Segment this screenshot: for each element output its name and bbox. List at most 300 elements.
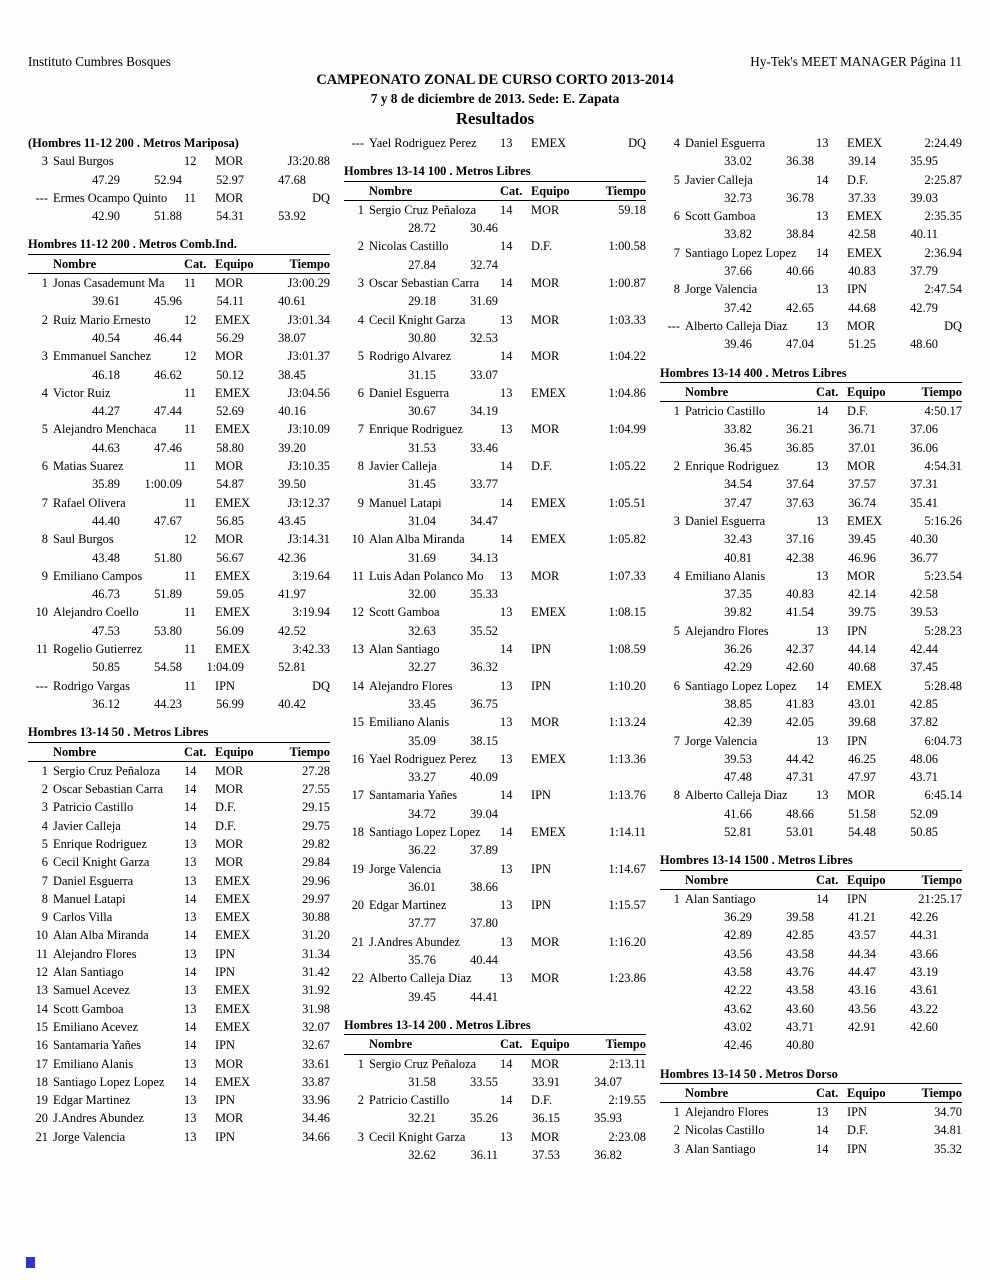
athlete-category: 14 [500,459,513,474]
splits-indent [660,225,690,243]
split-time: 37.79 [910,264,938,279]
final-time: 2:36.94 [924,245,962,260]
final-time: J3:01.37 [287,349,330,364]
splits-indent [660,299,690,317]
final-time: 2:19.55 [608,1093,646,1108]
result-place: 3 [41,800,48,815]
result-place: 21 [351,934,364,949]
split-time: 58.80 [216,440,244,455]
result-place: 12 [351,605,364,620]
results-heading: Resultados [455,109,535,128]
result-place: 18 [351,824,364,839]
athlete-name: Alberto Calleja Diaz [685,318,788,333]
athlete-name: Jorge Valencia [685,733,758,748]
header-equipo: Equipo [215,256,254,271]
splits-row [344,366,646,384]
splits-indent [28,658,58,676]
athlete-name: Alejandro Flores [685,1105,769,1120]
column-header-row [660,870,962,890]
split-time: 36.21 [786,422,814,437]
result-row [28,1055,330,1073]
split-time: 38.84 [786,227,814,242]
athlete-category: 13 [500,861,513,876]
team-code: IPN [847,282,867,297]
splits-row [344,292,646,310]
splits-indent [28,207,58,225]
result-place: 4 [673,136,680,150]
splits-indent [344,292,374,310]
splits-indent [28,366,58,384]
athlete-name: Manuel Latapi [53,891,126,906]
result-row [660,622,962,640]
split-time: 37.82 [910,715,938,730]
split-time: 43.56 [724,946,752,961]
splits-indent [660,640,690,658]
result-row [28,963,330,981]
splits-row [28,585,330,603]
athlete-name: Jorge Valencia [685,282,758,297]
split-time [498,988,560,1006]
team-code: EMEX [215,928,251,943]
result-place: 9 [41,910,48,925]
final-time: 3:19.64 [292,568,330,583]
athlete-name: Patricio Castillo [53,800,134,815]
event-section [28,235,330,713]
athlete-name: Sergio Cruz Peñaloza [53,763,161,778]
splits-row [344,732,646,750]
athlete-category: 14 [500,349,513,364]
result-place: 7 [41,495,48,510]
athlete-category: 14 [500,1056,513,1071]
result-place: 4 [357,312,364,327]
result-place: 15 [351,715,364,730]
splits-indent [660,750,690,768]
result-row [344,677,646,695]
team-code: EMEX [531,824,567,839]
athlete-name: Cecil Knight Garza [369,312,466,327]
athlete-name: Alan Alba Miranda [53,928,149,943]
header-cat: Cat. [184,256,207,271]
team-code: EMEX [215,983,251,998]
header-nombre: Nombre [53,744,97,759]
result-place: 19 [351,861,364,876]
final-time: 1:04.99 [608,422,646,437]
team-code: IPN [531,861,551,876]
final-time: 1:13.24 [608,715,646,730]
splits-row [660,225,962,243]
result-row [28,1018,330,1036]
split-time: 28.72 [408,221,436,236]
split-time: 37.33 [848,190,876,205]
split-time: 43.57 [848,928,876,943]
split-time [560,622,622,640]
split-time: 40.81 [724,550,752,565]
split-time: 33.02 [724,154,752,169]
athlete-name: Emiliano Campos [53,568,143,583]
split-time: 51.25 [848,337,876,352]
team-code: MOR [215,349,244,364]
split-time: 36.85 [786,440,814,455]
split-time [498,366,560,384]
splits-indent [344,1073,374,1091]
result-row [344,786,646,804]
final-time: 1:08.59 [608,642,646,657]
split-time: 32.43 [724,532,752,547]
result-place: 20 [351,898,364,913]
result-place: 16 [35,1038,48,1053]
athlete-name: Matias Suarez [53,459,124,474]
final-time: 1:14.67 [608,861,646,876]
split-time: 47.53 [92,623,120,638]
splits-indent [28,622,58,640]
result-row [28,420,330,438]
split-time: 36.77 [910,550,938,565]
split-time: 54.48 [848,824,876,839]
splits-row [344,914,646,932]
final-time: 34.81 [934,1123,962,1138]
split-time: 40.54 [92,330,120,345]
result-row [344,420,646,438]
result-row [28,311,330,329]
result-place: 8 [673,282,680,297]
result-row [28,1036,330,1054]
athlete-category: 14 [816,404,829,419]
splits-row [28,622,330,640]
athlete-name: Alejandro Flores [685,623,769,638]
split-time: 47.97 [848,770,876,785]
split-time [498,475,560,493]
splits-indent [660,420,690,438]
split-time: 36.01 [408,879,436,894]
athlete-name: Sergio Cruz Peñaloza [369,202,477,217]
split-time [498,695,560,713]
team-code: D.F. [531,459,553,474]
team-code: MOR [531,1129,560,1144]
header-tiempo: Tiempo [921,384,962,399]
final-time: 27.55 [302,782,330,797]
split-time: 44.31 [910,928,938,943]
event-section [344,1016,646,1164]
split-time: 37.42 [724,300,752,315]
split-time: 33.77 [470,477,498,492]
result-row [344,201,646,219]
result-row [344,1128,646,1146]
result-place: 8 [357,459,364,474]
split-time: 40.16 [278,404,306,419]
split-time: 43.60 [786,1001,814,1016]
result-place: 6 [41,459,48,474]
result-place: 10 [35,928,48,943]
athlete-category: 14 [184,818,197,833]
split-time: 34.47 [470,513,498,528]
splits-indent [660,908,690,926]
team-code: IPN [531,788,551,803]
athlete-name: Daniel Esguerra [685,136,766,150]
result-row [344,603,646,621]
split-time [560,878,622,896]
splits-row [660,1036,962,1054]
splits-indent [344,622,374,640]
result-place: 2 [41,782,48,797]
split-time: 31.04 [408,513,436,528]
splits-row [660,963,962,981]
split-time: 29.18 [408,294,436,309]
result-place: 3 [673,513,680,528]
team-code: MOR [847,568,876,583]
meet-date-venue: 7 y 8 de diciembre de 2013. Sede: E. Zapata [370,91,620,106]
athlete-category: 14 [184,1019,197,1034]
athlete-name: Cecil Knight Garza [53,855,150,870]
splits-row [660,713,962,731]
split-time: 43.71 [786,1019,814,1034]
split-time: 31.58 [408,1074,436,1089]
splits-indent [660,768,690,786]
splits-row [660,475,962,493]
split-time [560,768,622,786]
split-time [876,1036,938,1054]
split-time: 36.15 [532,1111,560,1126]
result-place: 10 [35,605,48,620]
final-time: 29.84 [302,855,330,870]
header-nombre: Nombre [369,183,413,198]
athlete-category: 11 [184,459,196,474]
splits-row [344,622,646,640]
split-time: 44.42 [786,751,814,766]
final-time: 6:04.73 [924,733,962,748]
splits-row [660,750,962,768]
athlete-category: 13 [184,873,197,888]
split-time: 39.46 [724,337,752,352]
athlete-category: 14 [816,678,829,693]
result-place: 17 [35,1056,48,1071]
athlete-name: Saul Burgos [53,532,114,547]
result-row [28,640,330,658]
split-time [560,366,622,384]
final-time: 6:45.14 [924,788,962,803]
result-row [28,926,330,944]
split-time: 37.47 [724,495,752,510]
athlete-name: Alberto Calleja Diaz [685,788,788,803]
split-time: 35.26 [470,1111,498,1126]
event-section [660,851,962,1054]
splits-row [344,585,646,603]
split-time [498,585,560,603]
team-code: IPN [847,733,867,748]
split-time: 36.06 [910,440,938,455]
split-time: 52.69 [216,404,244,419]
athlete-category: 13 [816,1105,829,1120]
result-row [28,1109,330,1127]
final-time: 31.42 [302,965,330,980]
results-column [344,134,646,1164]
result-row [28,1128,330,1146]
athlete-name: Patricio Castillo [369,1093,450,1108]
team-code: EMEX [531,532,567,547]
event-section [344,162,646,1006]
splits-indent [28,329,58,347]
split-time: 42.39 [724,715,752,730]
splits-row [660,640,962,658]
splits-indent [344,841,374,859]
results-column [28,134,330,1146]
splits-indent [660,658,690,676]
column-header-row [660,1083,962,1103]
result-row [28,872,330,890]
split-time: 36.32 [470,660,498,675]
final-time: 5:28.23 [924,623,962,638]
event-title: Hombres 13-14 1500 . Metros Libres [660,853,853,868]
split-time: 39.45 [848,532,876,547]
split-time: 33.55 [470,1074,498,1089]
splits-row [344,475,646,493]
result-row [660,171,962,189]
split-time: 40.68 [848,660,876,675]
result-place: 2 [673,1123,680,1138]
splits-row [344,329,646,347]
splits-row [344,951,646,969]
result-row [660,244,962,262]
splits-row [344,1109,646,1127]
institution-name: Instituto Cumbres Bosques [28,54,171,69]
final-time: 1:13.76 [608,788,646,803]
final-time: J3:04.56 [287,385,330,400]
result-place: 9 [357,495,364,510]
split-time [498,841,560,859]
header-nombre: Nombre [685,1085,729,1100]
result-row [28,981,330,999]
team-code: MOR [531,1056,560,1071]
result-place: 16 [351,751,364,766]
split-time: 41.54 [786,605,814,620]
splits-indent [660,945,690,963]
athlete-category: 14 [184,800,197,815]
team-code: EMEX [215,642,251,657]
event-title: Hombres 13-14 50 . Metros Libres [28,725,209,740]
result-place: 1 [41,276,48,291]
split-time: 47.48 [724,770,752,785]
final-time: J3:00.29 [287,276,330,291]
splits-row [660,981,962,999]
result-row [660,317,962,335]
split-time [498,329,560,347]
split-time: 54.11 [216,294,244,309]
team-code: IPN [531,898,551,913]
split-time: 41.83 [786,696,814,711]
splits-indent [344,366,374,384]
page-header [28,52,962,71]
result-row [28,1000,330,1018]
split-time: 37.80 [470,916,498,931]
athlete-name: Nicolas Castillo [369,239,449,254]
header-tiempo: Tiempo [289,256,330,271]
split-time: 47.68 [278,172,306,187]
split-time: 1:00.09 [144,477,182,492]
split-time: 39.20 [278,440,306,455]
split-time: 38.15 [470,733,498,748]
result-place: 5 [673,172,680,187]
splits-row [660,945,962,963]
split-time: 34.07 [594,1074,622,1089]
split-time: 42.22 [724,983,752,998]
final-time: 27.28 [302,763,330,778]
result-place: 20 [35,1111,48,1126]
result-row [344,713,646,731]
result-row [344,530,646,548]
splits-indent [660,439,690,457]
athlete-name: Ruiz Mario Ernesto [53,312,151,327]
team-code: EMEX [215,1019,251,1034]
splits-row [660,189,962,207]
team-code: EMEX [531,136,567,150]
athlete-category: 14 [500,532,513,547]
split-time: 35.76 [408,953,436,968]
result-place: --- [351,136,364,150]
result-place: 3 [357,1129,364,1144]
athlete-name: Scott Gamboa [53,1001,124,1016]
athlete-name: Carlos Villa [53,910,113,925]
team-code: IPN [215,965,235,980]
split-time [498,914,560,932]
splits-row [344,219,646,237]
split-time: 46.73 [92,587,120,602]
split-time: 32.53 [470,330,498,345]
final-time: 34.70 [934,1105,962,1120]
split-time: 42.46 [724,1038,752,1053]
final-time: 29.96 [302,873,330,888]
result-row [28,762,330,780]
split-time [498,549,560,567]
result-row [28,945,330,963]
team-code: IPN [847,891,867,906]
splits-indent [344,805,374,823]
final-time: 31.98 [302,1001,330,1016]
splits-indent [344,1146,374,1164]
split-time: 42.85 [910,696,938,711]
result-place: 15 [35,1019,48,1034]
split-time: 30.80 [408,330,436,345]
split-time: 56.09 [216,623,244,638]
split-time: 33.82 [724,227,752,242]
splits-indent [344,585,374,603]
athlete-category: 13 [184,1001,197,1016]
athlete-category: 13 [500,312,513,327]
split-time: 43.61 [910,983,938,998]
final-time: 2:35.35 [924,209,962,224]
result-place: 1 [41,763,48,778]
splits-row [28,207,330,225]
result-place: 1 [673,1105,680,1120]
split-time: 37.89 [470,843,498,858]
result-row [28,890,330,908]
split-time: 42.90 [92,209,120,224]
split-time: 37.35 [724,587,752,602]
team-code: EMEX [531,605,567,620]
split-time: 37.53 [532,1148,560,1163]
split-time: 36.71 [848,422,876,437]
athlete-category: 13 [500,898,513,913]
athlete-name: Rodrigo Alvarez [369,349,452,364]
athlete-category: 13 [816,136,829,150]
athlete-category: 11 [184,385,196,400]
splits-indent [344,512,374,530]
athlete-category: 14 [816,891,829,906]
split-time: 33.45 [408,696,436,711]
header-equipo: Equipo [215,744,254,759]
splits-indent [660,549,690,567]
event-title: Hombres 13-14 400 . Metros Libres [660,365,847,380]
result-row [344,567,646,585]
result-place: 5 [357,349,364,364]
